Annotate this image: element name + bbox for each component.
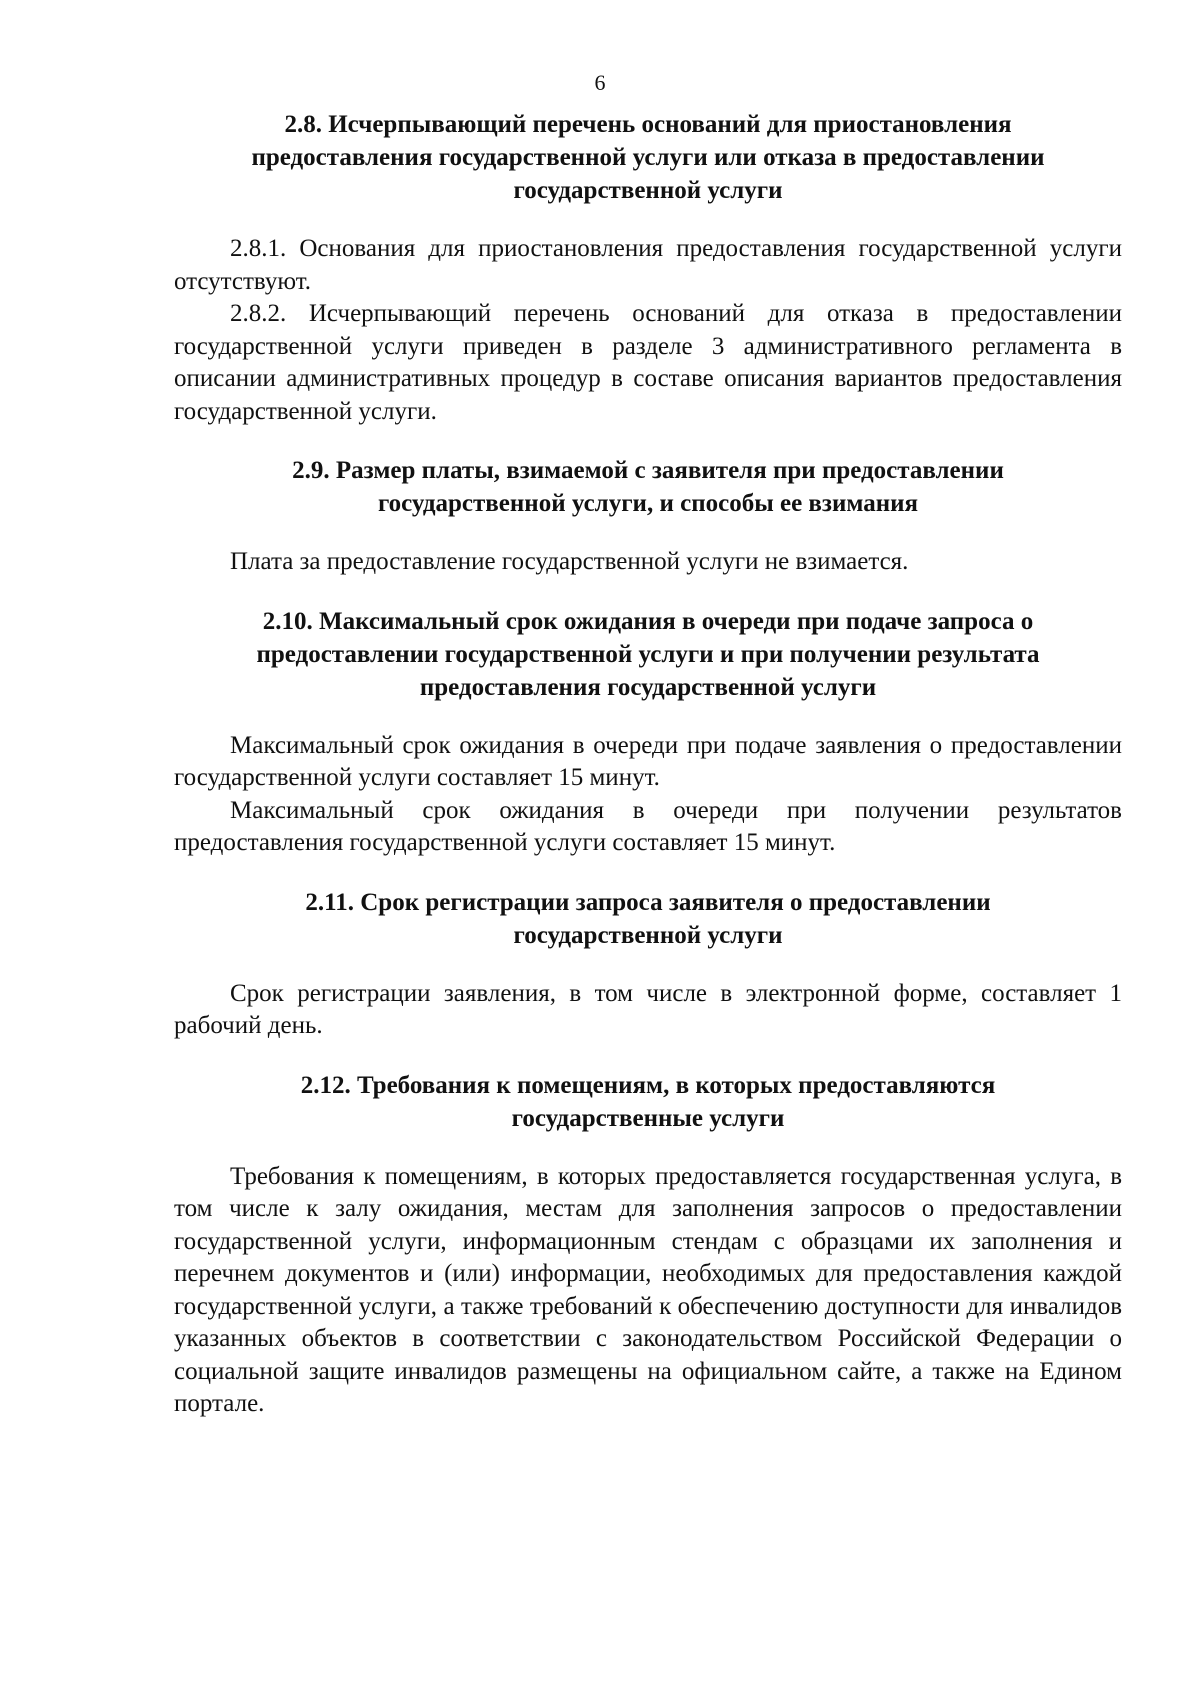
section-heading: 2.8. Исчерпывающий перечень оснований для приостановления предоставления государственной услуги или отказа в предоставлении государственной услуги <box>251 111 1045 204</box>
document-body <box>174 108 1122 1421</box>
section-2-10 <box>174 605 1122 860</box>
section-heading: 2.10. Максимальный срок ожидания в очереди при подаче запроса о предоставлении государственной услуги и при получении результата предоставления государственной услуги <box>256 607 1040 701</box>
paragraph: 2.8.1. Основания для приостановления предоставления государственной услуги отсутствуют. <box>174 235 1122 295</box>
paragraph: 2.8.2. Исчерпывающий перечень оснований для отказа в предоставлении государственной услуги приведен в разделе 3 административного регламента в описании административных процедур в составе описания вариантов предоставления государственной услуги. <box>174 300 1122 425</box>
paragraph: Максимальный срок ожидания в очереди при получении результатов предоставления государственной услуги составляет 15 минут. <box>174 796 1122 856</box>
paragraph: Максимальный срок ожидания в очереди при подаче заявления о предоставлении государственной услуги составляет 15 минут. <box>174 731 1122 791</box>
page-number: 6 <box>594 70 606 95</box>
section-2-12 <box>174 1069 1122 1421</box>
paragraph: Требования к помещениям, в которых предоставляется государственная услуга, в том числе к залу ожидания, местам для заполнения запросов о предоставлении государственной услуги, информационным стендам с образцами их заполнения и перечнем документов и (или) информации, необходимых для предоставления каждой государственной услуги, а также требований к обеспечению доступности для инвалидов указанных объектов в соответствии с законодательством Российской Федерации о социальной защите инвалидов размещены на официальном сайте, а также на Едином портале. <box>174 1162 1122 1417</box>
section-heading: 2.11. Срок регистрации запроса заявителя о предоставлении государственной услуги <box>305 888 991 949</box>
section-heading: 2.9. Размер платы, взимаемой с заявителя при предоставлении государственной услуги, и способы ее взимания <box>292 457 1004 517</box>
section-2-11 <box>174 886 1122 1043</box>
paragraph: Срок регистрации заявления, в том числе в электронной форме, составляет 1 рабочий день. <box>174 979 1122 1039</box>
section-2-8 <box>174 108 1122 428</box>
section-heading: 2.12. Требования к помещениям, в которых предоставляются государственные услуги <box>300 1071 996 1132</box>
paragraph: Плата за предоставление государственной услуги не взимается. <box>230 548 909 575</box>
section-2-9 <box>174 454 1122 579</box>
